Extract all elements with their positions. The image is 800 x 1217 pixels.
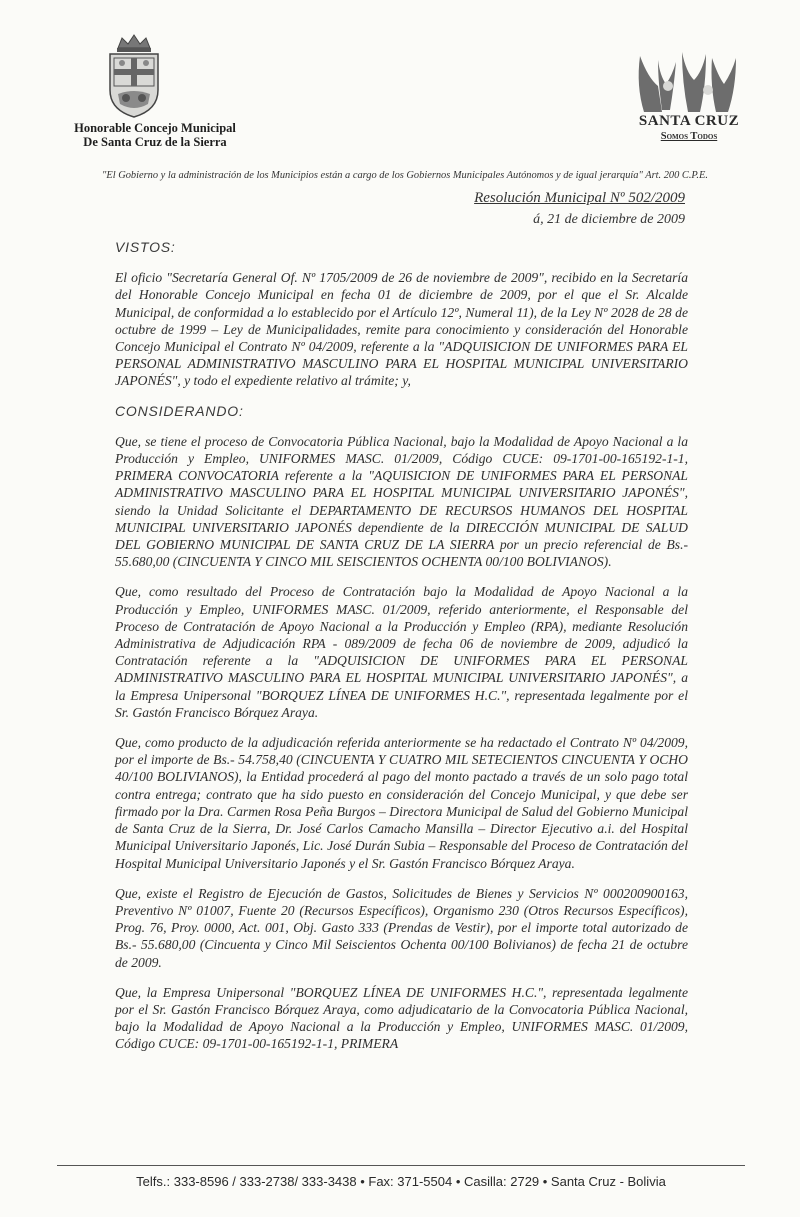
letterhead: [0, 0, 800, 180]
brand-tagline: Somos Todos: [660, 131, 718, 142]
resolution-body: [115, 232, 688, 1066]
constitutional-motto: "El Gobierno y la administración de los Municipios están a cargo de los Gobiernos Municipales Autónomos y de igual jerarquía" Art. 200 C.P.E.: [102, 170, 708, 181]
resolution-number: Resolución Municipal Nº 502/2009: [474, 190, 685, 206]
paragraph: Que, como producto de la adjudicación referida anteriormente se ha redactado el Contrato Nº 04/2009, por el importe de Bs.- 54.758,40 (CINCUENTA Y CUATRO MIL SETECIENTOS CINCUENTA Y OCHO 40/100 BOLIVIANOS), la Entidad procederá al pago del monto pactado a través de un solo pago total contra entrega; contrato que ha sido puesto en consideración del Concejo Municipal, y que debe ser firmado por la Dra. Carmen Rosa Peña Burgos – Directora Municipal de Salud del Gobierno Municipal de Santa Cruz de la Sierra, Dr. José Carlos Camacho Mansilla – Director Ejecutivo a.i. del Hospital Municipal Universitario Japonés, Lic. José Durán Subia – Responsable del Proceso de Contratación del Hospital Municipal Universitario Japonés y el Sr. Gastón Francisco Bórquez Araya.: [115, 735, 688, 871]
footer-contact: Telfs.: 333-8596 / 333-2738/ 333-3438 • Fax: 371-5504 • Casilla: 2729 • Santa Cruz - Bolivia: [136, 1174, 666, 1189]
resolution-title: [330, 190, 685, 207]
section-heading-considerando: CONSIDERANDO:: [115, 402, 244, 419]
brand-name: SANTA CRUZ: [638, 113, 740, 129]
council-name-line1: Honorable Concejo Municipal: [74, 121, 236, 135]
coat-of-arms-icon: [104, 32, 164, 120]
footer-divider: [57, 1165, 745, 1166]
paragraph: Que, la Empresa Unipersonal "BORQUEZ LÍNEA DE UNIFORMES H.C.", representada legalmente por el Sr. Gastón Francisco Bórquez Araya, como adjudicatario de la Convocatoria Pública Nacional, bajo la Modalidad de Apoyo Nacional a la Producción y Empleo, UNIFORMES MASC. 01/2009, Código CUCE: 09-1701-00-165192-1-1, PRIMERA: [115, 984, 688, 1052]
council-name: [40, 121, 270, 149]
paragraph: Que, existe el Registro de Ejecución de Gastos, Solicitudes de Bienes y Servicios Nº 000200900163, Preventivo Nº 01007, Fuente 20 (Recursos Específicos), Organismo 230 (Otros Recursos Específicos), Prog. 76, Proy. 0000, Act. 001, Obj. Gasto 333 (Prendas de Vestir), por el importe total autorizado de Bs.- 55.680,00 (Cincuenta y Cinco Mil Seiscientos Ochenta 00/100 Bolivianos) de fecha 21 de octubre de 2009.: [115, 885, 688, 970]
section-heading-vistos: VISTOS:: [115, 239, 176, 255]
council-name-line2: De Santa Cruz de la Sierra: [83, 135, 227, 149]
paragraph: Que, se tiene el proceso de Convocatoria Pública Nacional, bajo la Modalidad de Apoyo Nacional a la Producción y Empleo, UNIFORMES MASC. 01/2009, Código CUCE: 09-1701-00-165192-1-1, PRIMERA CONVOCATORIA referente a la "AQUISICION DE UNIFORMES PARA EL PERSONAL ADMINISTRATIVO MASCULINO PARA EL HOSPITAL MUNICIPAL UNIVERSITARIO JAPONÉS", siendo la Unidad Solicitante el DEPARTAMENTO DE RECURSOS HUMANOS DEL HOSPITAL MUNICIPAL UNIVERSITARIO JAPONÉS dependiente de la DIRECCIÓN MUNICIPAL DE SALUD DEL GOBIERNO MUNICIPAL DE SANTA CRUZ DE LA SIERRA por un precio referencial de Bs.- 55.680,00 (CINCUENTA Y CINCO MIL SEISCIENTOS OCHENTA 00/100 BOLIVIANOS).: [115, 433, 688, 570]
resolution-date: á, 21 de diciembre de 2009: [533, 212, 685, 227]
paragraph-vistos: El oficio "Secretaría General Of. Nº 1705/2009 de 26 de noviembre de 2009", recibido en la Secretaría del Honorable Concejo Municipal en fecha 01 de diciembre de 2009, por el que el Sr. Alcalde Municipal, de conformidad a lo establecido por el Artículo 12º, Numeral 11), de la Ley Nº 2028 de 28 de octubre de 1999 – Ley de Municipalidades, remite para conocimiento y consideración del Honorable Concejo Municipal el Contrato Nº 04/2009, referente a la "ADQUISICION DE UNIFORMES PARA EL PERSONAL ADMINISTRATIVO MASCULINO PARA EL HOSPITAL MUNICIPAL UNIVERSITARIO JAPONÉS", y todo el expediente relativo al trámite; y,: [115, 270, 688, 389]
paragraph: Que, como resultado del Proceso de Contratación bajo la Modalidad de Apoyo Nacional a la Producción y Empleo, UNIFORMES MASC. 01/2009, referido anteriormente, el Responsable del Proceso de Contratación de Apoyo Nacional a la Producción y Empleo (RPA), mediante Resolución Administrativa de Adjudicación RPA - 089/2009 de fecha 06 de noviembre de 2009, adjudicó la Contratación referente a la "ADQUISICION DE UNIFORMES PARA EL PERSONAL ADMINISTRATIVO MASCULINO PARA EL HOSPITAL MUNICIPAL UNIVERSITARIO JAPONÉS", a la Empresa Unipersonal "BORQUEZ LÍNEA DE UNIFORMES H.C.", representada legalmente por el Sr. Gastón Francisco Bórquez Araya.: [115, 584, 688, 720]
